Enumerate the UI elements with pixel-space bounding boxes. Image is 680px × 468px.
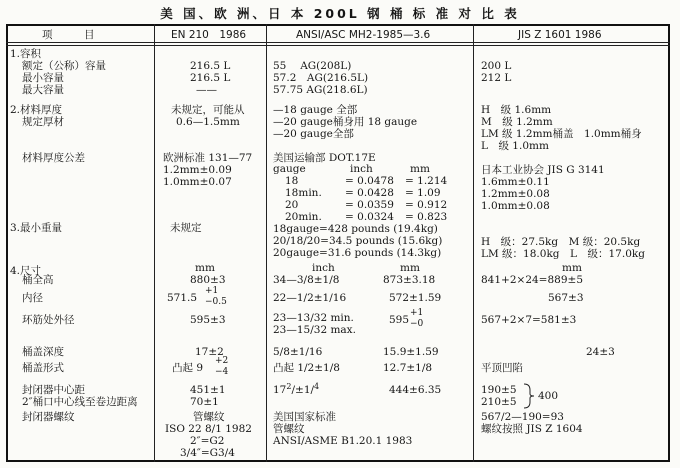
ansi-value: 凸起 1/2±1/8 [273,362,340,374]
ansi-value: 18gauge=428 pounds (19.4kg) [273,223,438,235]
ansi-value: ANSI/ASME B1.20.1 1983 [273,435,413,447]
ansi-value: 22—1/2±1/16 [273,292,347,304]
en-value: 欧洲标准 131—77 [163,152,253,164]
ansi-value: —20 gauge桶身用 18 gauge [273,116,418,128]
jis-value: LM 级 1.2mm桶盖 1.0mm桶身 [481,128,642,140]
ansi-value: 20gauge=31.6 pounds (14.3kg) [273,247,442,259]
section-weight: 3.最小重量 [10,222,63,234]
ansi-value: 57.75 AG(218.6L) [273,84,368,96]
ansi-col-head: mm [410,163,430,175]
page-title: 美 国、欧 洲、日 本 200L 钢 桶 标 准 对 比 表 [160,6,520,21]
jis-value: LM 级：18.0kg L 级：17.0kg [481,248,645,260]
ansi-value: 5/8±1/16 [273,346,323,358]
jis-value: 螺纹按照 JIS Z 1604 [481,423,583,435]
row-label: 桶盖形式 [22,362,64,374]
ansi-value: —20 gauge全部 [273,128,354,140]
tolerance-lower: −0 [410,319,424,329]
jis-value: H 级 1.6mm [481,104,552,116]
ansi-value: 55 AG(208L) [273,60,352,72]
row-label: 桶盖深度 [22,346,64,358]
ansi-value: 595 [389,314,410,326]
row-label: 2″桶口中心线至卷边距离 [22,396,138,408]
en-value: 70±1 [190,396,219,408]
column-divider [473,24,474,462]
en-value: 未规定 [170,222,202,234]
jis-value: 190±5 [481,384,517,396]
header-jis: JIS Z 1601 1986 [518,29,602,41]
row-label: 材料厚度公差 [22,152,85,164]
ansi-value: 572±1.59 [389,292,442,304]
row-label: 封闭器螺纹 [22,411,75,423]
unit-ansi-mm: mm [400,262,420,274]
tolerance-lower: −4 [215,367,229,377]
tolerance-lower: −0.5 [205,297,227,307]
row-label: 环筋处外径 [22,314,75,326]
en-value: 17±2 [195,346,224,358]
jis-value: 210±5 [481,396,517,408]
row-label: 规定厚材 [22,116,64,128]
en-value: 管螺纹 [193,411,225,423]
en-value: 595±3 [190,314,226,326]
ansi-value: 20 [285,199,299,211]
ansi-value: 34—3/8±1/8 [273,274,340,286]
jis-value: 1.6mm±0.11 [481,176,550,188]
ansi-value: = 0.912 [405,199,448,211]
en-value: 880±3 [190,274,226,286]
unit-jis: mm [562,262,582,274]
en-value: 1.2mm±0.09 [163,164,232,176]
ansi-value: 23—15/32 max. [273,324,356,336]
header-ansi: ANSI/ASC MH2-1985—3.6 [296,29,431,41]
en-value: 1.0mm±0.07 [163,176,232,188]
ansi-value: 20/18/20=34.5 pounds (15.6kg) [273,235,443,247]
ansi-value: 18 [285,175,299,187]
header-item: 项 目 [42,29,95,41]
jis-value: 200 L [481,60,512,72]
ansi-value: —18 gauge 全部 [273,104,358,116]
jis-value: 1.0mm±0.08 [481,200,550,212]
row-label: 内径 [22,292,43,304]
jis-value: 567+2×7=581±3 [481,314,577,326]
tolerance-upper: +1 [205,286,219,296]
section-thickness: 2.材料厚度 [10,104,63,116]
column-divider [154,24,155,462]
ansi-value: = 0.0324 [345,211,394,223]
ansi-value: = 1.09 [405,187,441,199]
header-en: EN 210 1986 [171,29,247,41]
header-divider [6,45,670,46]
ansi-value: = 0.823 [405,211,448,223]
section-dims: 4.尺寸 [10,265,42,277]
jis-value: 567±3 [548,292,584,304]
jis-value: 567/2—190=93 [481,411,564,423]
en-value: 3/4″=G3/4 [180,447,235,459]
ansi-value: 15.9±1.59 [383,346,439,358]
ansi-value: = 0.0478 [345,175,394,187]
ansi-value: 20min. [285,211,322,223]
ansi-value: = 1.214 [405,175,448,187]
en-value: 216.5 L [190,72,231,84]
ansi-value: $17^2/\pm 1/^4$ [273,382,320,396]
ansi-value: 18min. [285,187,322,199]
header-divider [6,42,670,43]
en-value: 216.5 L [190,60,231,72]
unit-ansi-in: inch [312,262,335,274]
jis-value: 1.2mm±0.08 [481,188,550,200]
jis-value: 日本工业协会 JIS G 3141 [481,164,605,176]
ansi-value: 美国运输部 DOT.17E [273,152,376,164]
ansi-col-head: inch [350,163,373,175]
jis-value: M 级 1.2mm [481,116,553,128]
jis-value: 841+2×24=889±5 [481,274,583,286]
en-value: ISO 22 8/1 1982 [165,423,252,435]
row-label: 最小容量 [22,72,64,84]
ansi-value: = 0.0428 [345,187,394,199]
ansi-value: 12.7±1/8 [383,362,433,374]
jis-value: 400 [538,390,559,402]
ansi-value: = 0.0359 [345,199,394,211]
tolerance-upper: +2 [215,356,229,366]
en-value: 2″=G2 [190,435,225,447]
ansi-value: 873±3.18 [383,274,436,286]
ansi-value: 23—13/32 min. [273,312,354,324]
ansi-value: 管螺纹 [273,423,305,435]
en-value: 451±1 [190,384,226,396]
jis-value: L 级 1.0mm [481,140,549,152]
row-label: 封闭器中心距 [22,384,85,396]
row-label: 额定（公称）容量 [22,60,106,72]
ansi-value: 57.2 AG(216.5L) [273,72,369,84]
section-volume: 1.容积 [10,48,42,60]
jis-value: 212 L [481,72,512,84]
brace-icon [522,382,536,410]
row-label: 桶全高 [22,274,54,286]
en-value: —— [196,84,217,96]
jis-value: 平顶凹陷 [481,362,523,374]
row-label: 最大容量 [22,84,64,96]
jis-value: 24±3 [586,346,615,358]
en-value: 0.6—1.5mm [176,116,240,128]
ansi-value: 444±6.35 [389,384,442,396]
unit-en: mm [195,262,215,274]
column-divider [266,24,267,462]
ansi-col-head: gauge [273,163,306,175]
en-value: 未规定，可能从 [171,104,245,116]
tolerance-upper: +1 [410,308,424,318]
en-value: 571.5 [167,292,198,304]
en-value: 凸起 9 [172,362,204,374]
ansi-value: 美国国家标准 [273,411,336,423]
jis-value: H 级：27.5kg M 级：20.5kg [481,236,641,248]
